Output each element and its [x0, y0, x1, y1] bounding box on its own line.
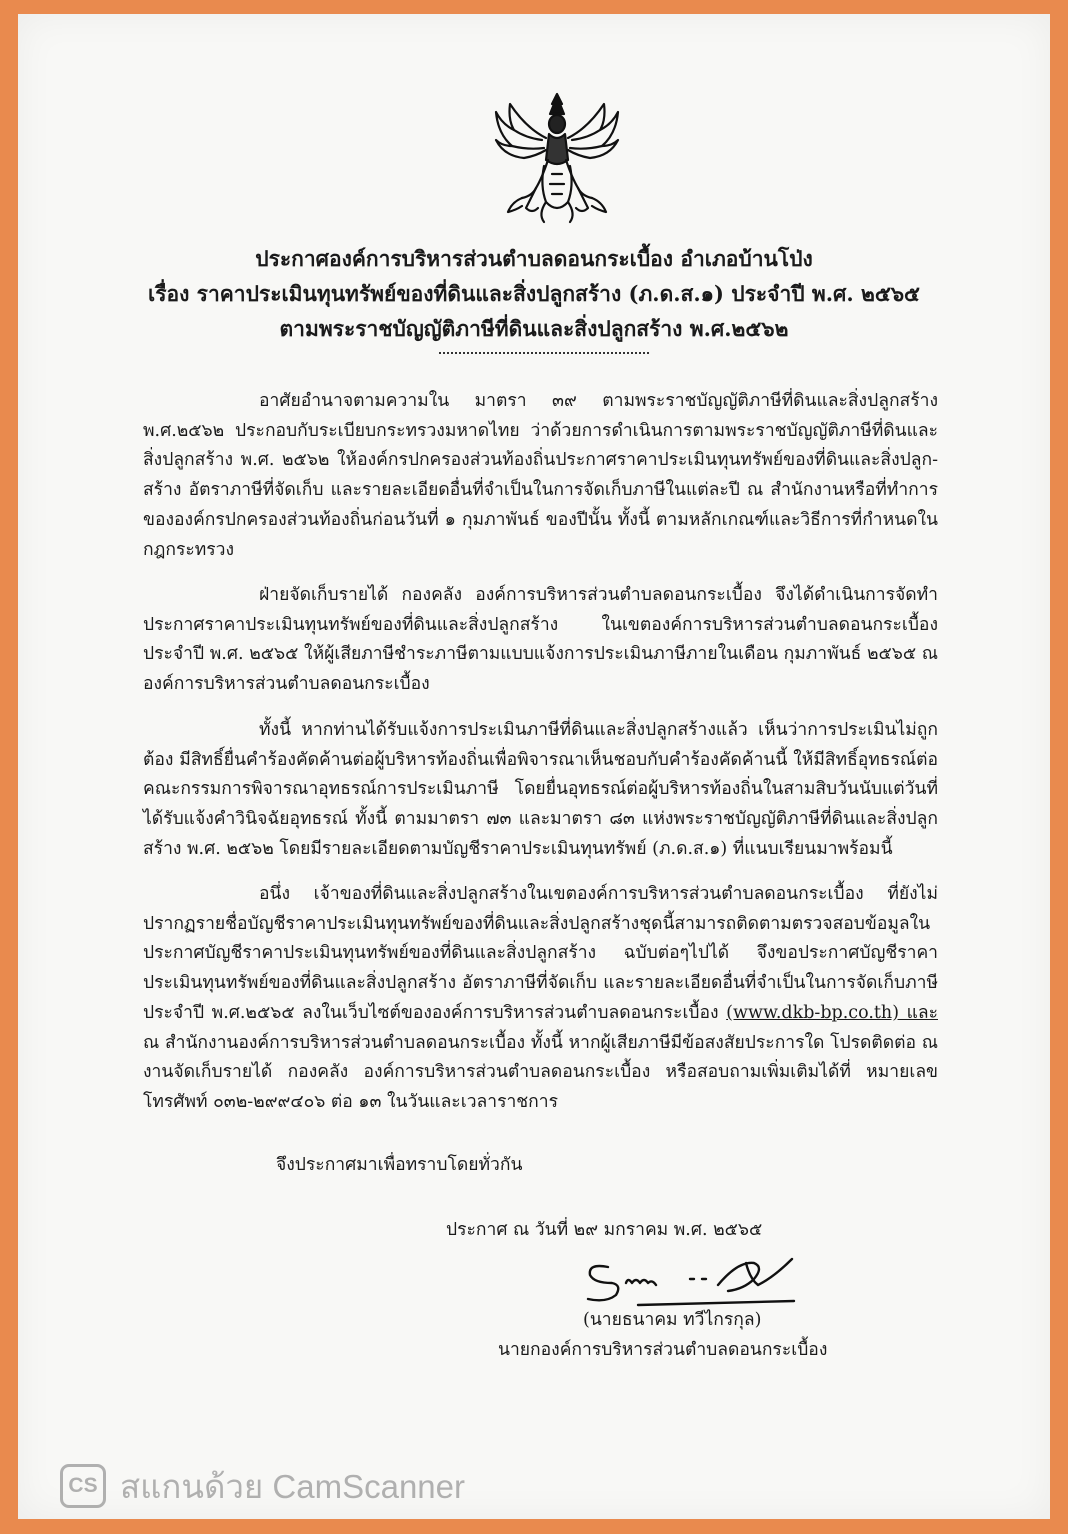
announcement-title: ประกาศองค์การบริหารส่วนตำบลดอนกระเบื้อง อำเภอบ้านโป่ง — [255, 246, 813, 271]
announcement-subject: เรื่อง ราคาประเมินทุนทรัพย์ของที่ดินและสิ่งปลูกสร้าง (ภ.ด.ส.๑) ประจำปี พ.ศ. ๒๕๖๕ — [148, 281, 920, 306]
paragraph-appeal-text: ทั้งนี้ หากท่านได้รับแจ้งการประเมินภาษีที่ดินและสิ่งปลูกสร้างแล้ว เห็นว่าการประเมินไม่ถูกต้อง มีสิทธิ์ยื่นคำร้องคัดค้านต่อผู้บริหารท้องถิ่นเพื่อพิจารณาเห็นชอบกับคำร้องคัดค้านนี้ ให้มีสิทธิ์อุทธรณ์ต่อคณะกรรมการพิจารณาอุทธรณ์การประเมินภาษี โดยยื่นอุทธรณ์ต่อผู้บริหารท้องถิ่นในสามสิบวันนับแต่วันที่ได้รับแจ้งคำวินิจฉัยอุทธรณ์ ทั้งนี้ ตามมาตรา ๗๓ และมาตรา ๘๓ แห่งพระราชบัญญัติภาษีที่ดินและสิ่งปลูกสร้าง พ.ศ. ๒๕๖๒ โดยมีรายละเอียดตามบัญชีราคาประเมินทุนทรัพย์ (ภ.ด.ส.๑) ที่แนบเรียนมาพร้อมนี้ — [143, 720, 938, 859]
paragraph-contact-text-a: อนึ่ง เจ้าของที่ดินและสิ่งปลูกสร้างในเขตองค์การบริหารส่วนตำบลดอนกระเบื้อง ที่ยังไม่ปรากฏรายชื่อบัญชีราคาประเมินทุนทรัพย์ของที่ดินและสิ่งปลูกสร้างชุดนี้สามารถติดตามตรวจสอบข้อมูลในประกาศบัญชีราคาประเมินทุนทรัพย์ของที่ดินและสิ่งปลูกสร้าง ฉบับต่อๆไปได้ จึงขอประกาศบัญชีราคาประเมินทุนทรัพย์ของที่ดินและสิ่งปลูกสร้าง อัตราภาษีที่จัดเก็บ และรายละเอียดอื่นที่จำเป็นในการจัดเก็บภาษี ประจำปี พ.ศ.๒๕๖๕ ลงในเว็บไซต์ขององค์การบริหารส่วนตำบลดอนกระเบื้อง — [143, 884, 938, 1023]
announcement-date: ประกาศ ณ วันที่ ๒๙ มกราคม พ.ศ. ๒๕๖๕ — [446, 1220, 763, 1240]
paragraph-collection-text: ฝ่ายจัดเก็บรายได้ กองคลัง องค์การบริหารส่วนตำบลดอนกระเบื้อง จึงได้ดำเนินการจัดทำประกาศราคาประเมินทุนทรัพย์ของที่ดินและสิ่งปลูกสร้าง ในเขตองค์การบริหารส่วนตำบลดอนกระเบื้อง ประจำปี พ.ศ. ๒๕๖๕ ให้ผู้เสียภาษีชำระภาษีตามแบบแจ้งการประเมินภาษีภายในเดือน กุมภาพันธ์ ๒๕๖๕ ณ องค์การบริหารส่วนตำบลดอนกระเบื้อง — [143, 585, 938, 695]
paragraph-collection — [143, 581, 938, 700]
handwritten-signature — [578, 1249, 808, 1309]
website-link[interactable]: (www.dkb-bp.co.th) และ — [726, 1002, 938, 1023]
paragraph-contact — [143, 880, 938, 1118]
paragraph-contact-text-b: ณ สำนักงานองค์การบริหารส่วนตำบลดอนกระเบื้อง ทั้งนี้ หากผู้เสียภาษีมีข้อสงสัยประการใด โปรดติดต่อ ณ งานจัดเก็บรายได้ กองคลัง องค์การบริหารส่วนตำบลดอนกระเบื้อง หรือสอบถามเพิ่มเติมได้ที่ หมายเลขโทรศัพท์ ๐๓๒-๒๙๙๔๐๖ ต่อ ๑๓ ในวันและเวลาราชการ — [143, 1032, 938, 1112]
signatory-name: (นายธนาคม ทวีไกรกุล) — [583, 1310, 762, 1330]
camscanner-watermark — [60, 1462, 465, 1510]
garuda-emblem-icon — [492, 90, 622, 226]
paragraph-appeal — [143, 716, 938, 865]
closing-statement: จึงประกาศมาเพื่อทราบโดยทั่วกัน — [276, 1155, 523, 1175]
signatory-position: นายกองค์การบริหารส่วนตำบลดอนกระเบื้อง — [498, 1340, 828, 1360]
camscanner-text: สแกนด้วย CamScanner — [120, 1467, 466, 1505]
paragraph-authority — [143, 387, 938, 565]
document-page — [18, 14, 1050, 1519]
title-divider — [439, 352, 649, 354]
paragraph-authority-text: อาศัยอำนาจตามความใน มาตรา ๓๙ ตามพระราชบัญญัติภาษีที่ดินและสิ่งปลูกสร้าง พ.ศ.๒๕๖๒ ประกอบกับระเบียบกระทรวงมหาดไทย ว่าด้วยการดำเนินการตามพระราชบัญญัติภาษีที่ดินและสิ่งปลูกสร้าง พ.ศ. ๒๕๖๒ ให้องค์กรปกครองส่วนท้องถิ่นประกาศราคาประเมินทุนทรัพย์ของที่ดินและสิ่งปลูก-สร้าง อัตราภาษีที่จัดเก็บ และรายละเอียดอื่นที่จำเป็นในการจัดเก็บภาษีในแต่ละปี ณ สำนักงานหรือที่ทำการขององค์กรปกครองส่วนท้องถิ่นก่อนวันที่ ๑ กุมภาพันธ์ ของปีนั้น ทั้งนี้ ตามหลักเกณฑ์และวิธีการที่กำหนดในกฎกระทรวง — [143, 391, 938, 560]
camscanner-logo-icon: CS — [60, 1464, 106, 1508]
announcement-act-reference: ตามพระราชบัญญัติภาษีที่ดินและสิ่งปลูกสร้าง พ.ศ.๒๕๖๒ — [279, 316, 789, 341]
